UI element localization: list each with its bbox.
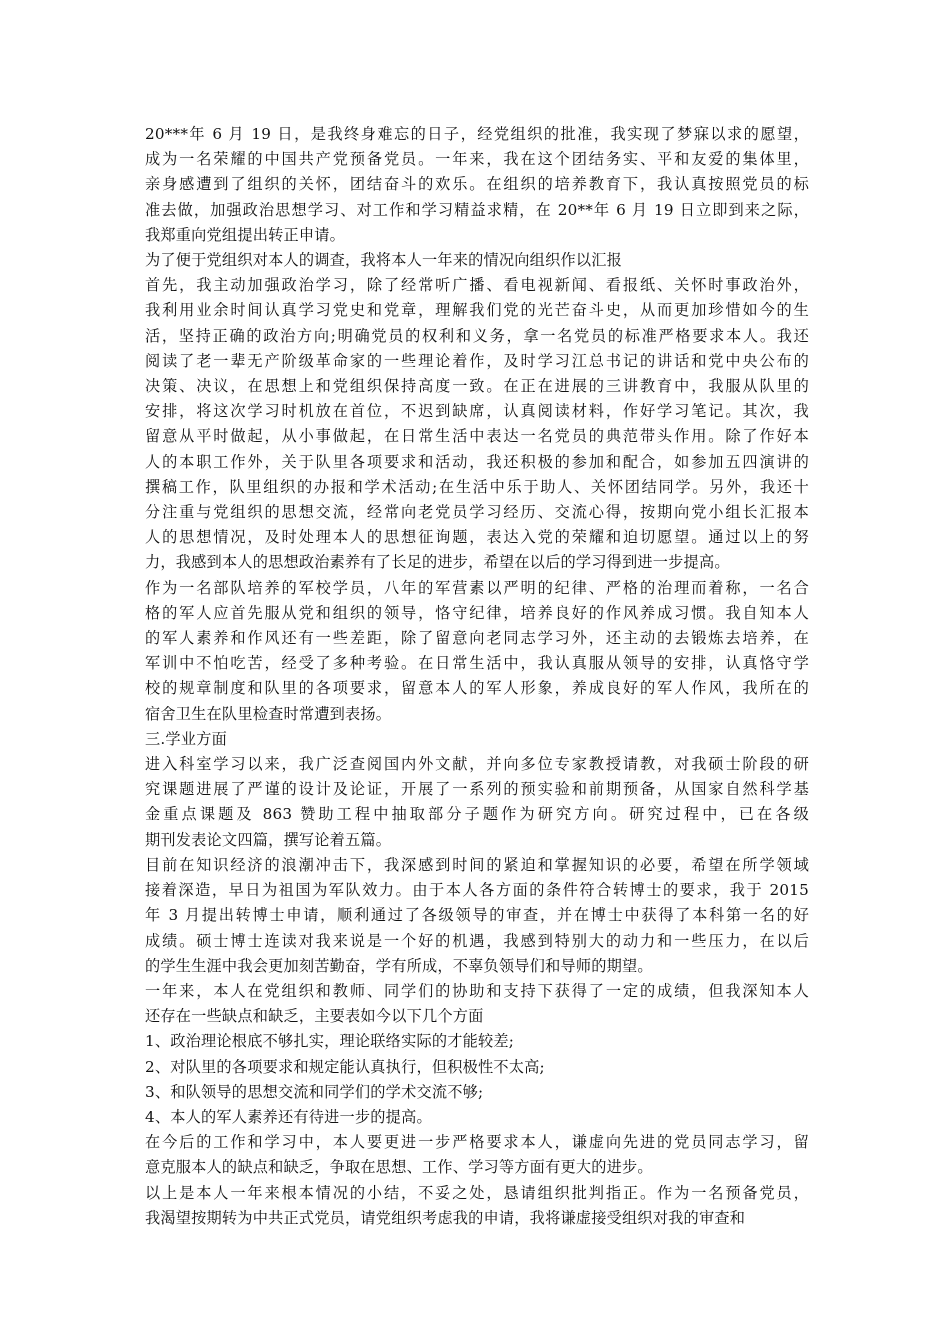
text-line: 3、和队领导的思想交流和同学们的学术交流不够; [145,1082,484,1101]
paragraph [145,1029,809,1054]
paragraph [145,248,809,273]
text-line: 决策、决议，在思想上和党组织保持高度一致。在正在进展的三讲教育中，我服从队里的 [145,377,809,396]
text-line: 20***年 6 月 19 日，是我终身难忘的日子，经党组织的批准，我实现了梦寐以求的愿望， [145,125,809,143]
text-line: 以上是本人一年来根本情况的小结，不妥之处，恳请组织批判指正。作为一名预备党员， [145,1183,809,1202]
text-line: 军训中不怕吃苦，经受了多种考验。在日常生活中，我认真服从领导的安排，认真恪守学 [145,654,809,673]
text-line: 为了便于党组织对本人的调查，我将本人一年来的情况向组织作以汇报 [145,251,623,270]
paragraph [145,727,809,752]
text-line: 安排，将这次学习时机放在首位，不迟到缺席，认真阅读材料，作好学习笔记。其次，我 [145,402,809,421]
text-line: 在今后的工作和学习中，本人要更进一步严格要求本人，谦虚向先进的党员同志学习，留 [145,1133,809,1152]
paragraph [145,1105,809,1130]
text-line: 分注重与党组织的思想交流，经常向老党员学习经历、交流心得，按期向党小组长汇报本 [145,503,809,522]
text-line: 人的本职工作外，关于队里各项要求和活动，我还积极的参加和配合，如参加五四演讲的 [145,452,809,471]
text-line: 1、政治理论根底不够扎实，理论联络实际的才能较差; [145,1032,515,1051]
text-line: 格的军人应首先服从党和组织的领导，恪守纪律，培养良好的作风养成习惯。我自知本人 [145,603,809,622]
text-line: 意克服本人的缺点和缺乏，争取在思想、工作、学习等方面有更大的进步。 [145,1158,653,1177]
paragraph [145,853,809,979]
text-line: 期刊发表论文四篇，撰写论着五篇。 [145,830,392,849]
text-line: 亲身感遭到了组织的关怀，团结奋斗的欢乐。在组织的培养教育下，我认真按照党员的标 [145,175,809,194]
text-line: 校的规章制度和队里的各项要求，留意本人的军人形象，养成良好的军人作风，我所在的 [145,679,809,698]
paragraph [145,1181,809,1231]
text-line: 准去做，加强政治思想学习、对工作和学习精益求精，在 20**年 6 月 19 日立即到来之际， [145,200,809,219]
text-line: 阅读了老一辈无产阶级革命家的一些理论着作，及时学习江总书记的讲话和党中央公布的 [145,351,809,370]
text-line: 撰稿工作，队里组织的办报和学术活动;在生活中乐于助人、关怀团结同学。另外，我还十 [145,477,809,496]
text-line: 力，我感到本人的思想政治素养有了长足的进步，希望在以后的学习得到进一步提高。 [145,553,730,572]
paragraph [145,122,809,248]
paragraph [145,1055,809,1080]
text-line: 我利用业余时间认真学习党史和党章，理解我们党的光芒奋斗史，从而更加珍惜如今的生 [145,301,809,320]
paragraph [145,576,809,727]
text-line: 的学生生涯中我会更加刻苦勤奋，学有所成，不辜负领导们和导师的期望。 [145,956,653,975]
text-line: 我渴望按期转为中共正式党员，请党组织考虑我的申请，我将谦虚接受组织对我的审查和 [145,1208,746,1227]
text-line: 4、本人的军人素养还有待进一步的提高。 [145,1107,432,1126]
text-line: 成绩。硕士博士连读对我来说是一个好的机遇，我感到特别大的动力和一些压力，在以后 [145,931,809,950]
text-line: 首先，我主动加强政治学习，除了经常听广播、看电视新闻、看报纸、关怀时事政治外， [145,276,809,295]
paragraph [145,752,809,853]
text-line: 我郑重向党组提出转正申请。 [145,225,346,244]
paragraph [145,1080,809,1105]
text-line: 一年来，本人在党组织和教师、同学们的协助和支持下获得了一定的成绩，但我深知本人 [145,981,809,1000]
document-body [145,122,809,1231]
paragraph [145,273,809,575]
text-line: 年 3 月提出转博士申请，顺利通过了各级领导的审查，并在博士中获得了本科第一名的好 [145,906,809,925]
text-line: 2、对队里的各项要求和规定能认真执行，但积极性不太高; [145,1057,545,1076]
text-line: 三.学业方面 [145,729,227,748]
text-line: 目前在知识经济的浪潮冲击下，我深感到时间的紧迫和掌握知识的必要，希望在所学领域 [145,855,809,874]
text-line: 究课题进展了严谨的设计及论证，开展了一系列的预实验和前期预备，从国家自然科学基 [145,780,809,799]
text-line: 还存在一些缺点和缺乏，主要表如今以下几个方面 [145,1007,484,1026]
text-line: 留意从平时做起，从小事做起，在日常生活中表达一名党员的典范带头作用。除了作好本 [145,427,809,446]
text-line: 金重点课题及 863 赞助工程中抽取部分子题作为研究方向。研究过程中，已在各级 [145,805,809,824]
text-line: 人的思想情况，及时处理本人的思想征询题，表达入党的荣耀和迫切愿望。通过以上的努 [145,528,809,547]
text-line: 成为一名荣耀的中国共产党预备党员。一年来，我在这个团结务实、平和友爱的集体里， [145,150,809,169]
text-line: 的军人素养和作风还有一些差距，除了留意向老同志学习外，还主动的去锻炼去培养，在 [145,629,809,648]
text-line: 活，坚持正确的政治方向;明确党员的权利和义务，拿一名党员的标准严格要求本人。我还 [145,326,809,345]
text-line: 进入科室学习以来，我广泛查阅国内外文献，并向多位专家教授请教，对我硕士阶段的研 [145,755,809,774]
text-line: 作为一名部队培养的军校学员，八年的军营素以严明的纪律、严格的治理而着称，一名合 [145,578,809,597]
paragraph [145,1130,809,1180]
text-line: 宿舍卫生在队里检查时常遭到表扬。 [145,704,392,723]
text-line: 接着深造，早日为祖国为军队效力。由于本人各方面的条件符合转博士的要求，我于 2015 [145,881,809,900]
paragraph [145,979,809,1029]
